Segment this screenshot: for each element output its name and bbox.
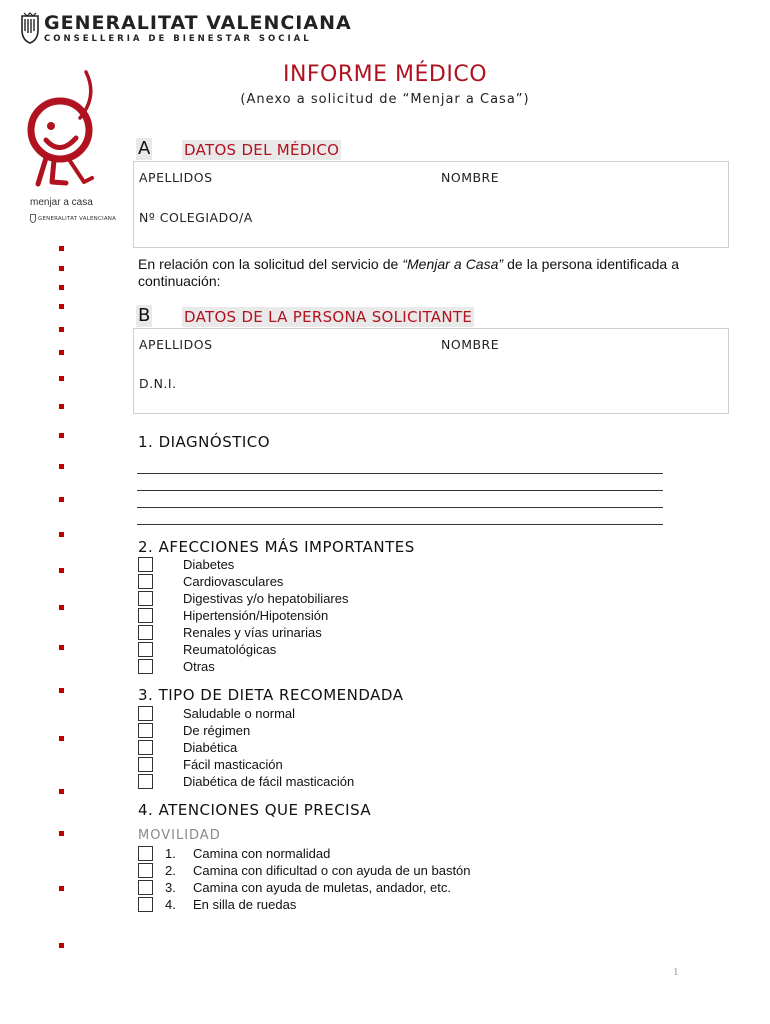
afecciones-heading: 2. AFECCIONES MÁS IMPORTANTES: [138, 538, 415, 556]
afeccion-checkbox[interactable]: [138, 591, 153, 606]
decorative-bullet: [59, 376, 64, 381]
org-department: CONSELLERIA DE BIENESTAR SOCIAL: [44, 34, 312, 44]
medico-nombre-label: NOMBRE: [441, 170, 500, 185]
movilidad-checkbox[interactable]: [138, 880, 153, 895]
movilidad-checkbox[interactable]: [138, 846, 153, 861]
decorative-bullet: [59, 789, 64, 794]
dieta-checkbox[interactable]: [138, 706, 153, 721]
menjar-a-casa-logo-icon: [24, 70, 100, 192]
section-b-letter: B: [138, 305, 151, 326]
afeccion-option: Renales y vías urinarias: [183, 625, 322, 640]
dieta-checkbox[interactable]: [138, 774, 153, 789]
decorative-bullet: [59, 736, 64, 741]
decorative-bullet: [59, 350, 64, 355]
movilidad-number: 4.: [165, 897, 176, 912]
afeccion-checkbox[interactable]: [138, 659, 153, 674]
medico-data-box: [133, 161, 729, 248]
section-a-title: DATOS DEL MÉDICO: [184, 141, 340, 159]
decorative-bullet: [59, 532, 64, 537]
decorative-bullet: [59, 327, 64, 332]
decorative-bullet: [59, 943, 64, 948]
diagnostico-line[interactable]: [137, 490, 663, 491]
dieta-checkbox[interactable]: [138, 757, 153, 772]
dieta-heading: 3. TIPO DE DIETA RECOMENDADA: [138, 686, 404, 704]
dieta-checkbox[interactable]: [138, 723, 153, 738]
decorative-bullet: [59, 304, 64, 309]
afeccion-option: Digestivas y/o hepatobiliares: [183, 591, 349, 606]
decorative-bullet: [59, 433, 64, 438]
dieta-option: De régimen: [183, 723, 251, 738]
page-number: 1: [673, 966, 679, 978]
medico-colegiado-label: Nº COLEGIADO/A: [139, 210, 253, 225]
movilidad-number: 1.: [165, 846, 176, 861]
generalitat-small-crest-icon: [30, 214, 36, 223]
afeccion-checkbox[interactable]: [138, 642, 153, 657]
document-title: INFORME MÉDICO: [282, 62, 488, 87]
solicitante-dni-label: D.N.I.: [139, 376, 177, 391]
movilidad-checkbox[interactable]: [138, 863, 153, 878]
decorative-bullet: [59, 886, 64, 891]
solicitante-apellidos-label: APELLIDOS: [139, 337, 213, 352]
diagnostico-line[interactable]: [137, 524, 663, 525]
afeccion-option: Diabetes: [183, 557, 235, 572]
movilidad-option: En silla de ruedas: [193, 897, 297, 912]
afeccion-checkbox[interactable]: [138, 608, 153, 623]
decorative-bullet: [59, 568, 64, 573]
decorative-bullet: [59, 285, 64, 290]
decorative-bullet: [59, 404, 64, 409]
afeccion-checkbox[interactable]: [138, 574, 153, 589]
section-b-title: DATOS DE LA PERSONA SOLICITANTE: [184, 308, 473, 326]
dieta-option: Diabética de fácil masticación: [183, 774, 355, 789]
movilidad-checkbox[interactable]: [138, 897, 153, 912]
intro-paragraph: En relación con la solicitud del servicio de “Menjar a Casa” de la persona identificada a continuación:: [138, 256, 679, 289]
program-name: “Menjar a Casa”: [402, 256, 504, 272]
generalitat-crest-icon: [20, 12, 40, 44]
decorative-bullet: [59, 497, 64, 502]
movilidad-option: Camina con ayuda de muletas, andador, etc.: [193, 880, 451, 895]
dieta-checkbox[interactable]: [138, 740, 153, 755]
afeccion-option: Hipertensión/Hipotensión: [183, 608, 329, 623]
movilidad-option: Camina con normalidad: [193, 846, 331, 861]
solicitante-data-box: [133, 328, 729, 414]
movilidad-number: 3.: [165, 880, 176, 895]
afeccion-checkbox[interactable]: [138, 625, 153, 640]
logo-org-text: GENERALITAT VALENCIANA: [38, 216, 117, 222]
solicitante-nombre-label: NOMBRE: [441, 337, 500, 352]
decorative-bullet: [59, 266, 64, 271]
movilidad-number: 2.: [165, 863, 176, 878]
diagnostico-heading: 1. DIAGNÓSTICO: [138, 433, 271, 451]
logo-text: menjar a casa: [30, 197, 93, 208]
afeccion-option: Cardiovasculares: [183, 574, 284, 589]
decorative-bullet: [59, 645, 64, 650]
atenciones-heading: 4. ATENCIONES QUE PRECISA: [138, 801, 372, 819]
decorative-bullet: [59, 464, 64, 469]
diagnostico-line[interactable]: [137, 507, 663, 508]
dieta-option: Diabética: [183, 740, 238, 755]
decorative-bullet: [59, 605, 64, 610]
afeccion-checkbox[interactable]: [138, 557, 153, 572]
dieta-option: Saludable o normal: [183, 706, 296, 721]
document-subtitle: (Anexo a solicitud de “Menjar a Casa”): [240, 92, 530, 107]
afeccion-option: Reumatológicas: [183, 642, 277, 657]
decorative-bullet: [59, 831, 64, 836]
dieta-option: Fácil masticación: [183, 757, 283, 772]
section-a-letter: A: [138, 138, 151, 159]
medico-apellidos-label: APELLIDOS: [139, 170, 213, 185]
decorative-bullet: [59, 246, 64, 251]
movilidad-option: Camina con dificultad o con ayuda de un bastón: [193, 863, 471, 878]
diagnostico-line[interactable]: [137, 473, 663, 474]
org-name: GENERALITAT VALENCIANA: [44, 12, 352, 34]
decorative-bullet: [59, 688, 64, 693]
afeccion-option: Otras: [183, 659, 215, 674]
movilidad-subheading: MOVILIDAD: [138, 828, 221, 843]
